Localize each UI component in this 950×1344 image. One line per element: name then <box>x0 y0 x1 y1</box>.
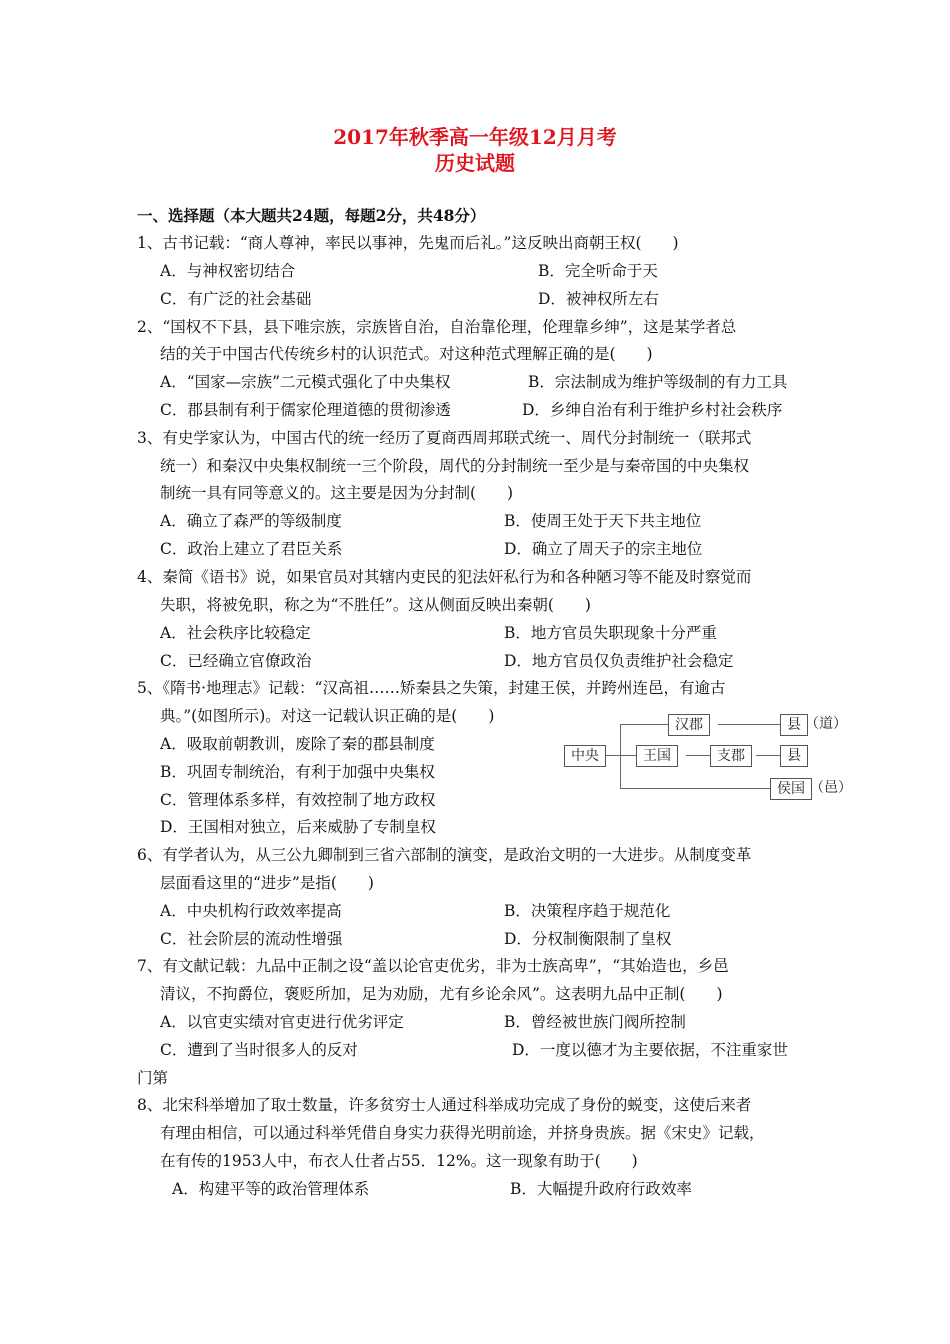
q3-option-a: A．确立了森严的等级制度 <box>160 512 342 530</box>
q8-option-b: B．大幅提升政府行政效率 <box>510 1180 692 1198</box>
q4-option-d: D．地方官员仅负责维护社会稳定 <box>504 652 734 670</box>
q8-option-a: A．构建平等的政治管理体系 <box>172 1180 370 1198</box>
diagram-node-han-jun: 汉郡 <box>668 714 710 736</box>
q5-option-c: C．管理体系多样，有效控制了地方政权 <box>160 791 436 809</box>
q8-stem-line2: 有理由相信，可以通过科举凭借自身实力获得光明前途，并挤身贵族。据《宋史》记载， <box>160 1124 765 1142</box>
q5-stem-line1: 5、《隋书·地理志》记载：“汉高祖……矫秦县之失策，封建王侯，并跨州连邑，有逾古 <box>137 679 726 697</box>
q4-stem-line2: 失职，将被免职，称之为“不胜任”。这从侧面反映出秦朝( ) <box>160 596 591 614</box>
q3-stem-line3: 制统一具有同等意义的。这主要是因为分封制( ) <box>160 484 514 502</box>
diagram-node-zhi-jun: 支郡 <box>710 745 752 767</box>
diagram-connector <box>718 724 780 725</box>
section-heading: 一、选择题（本大题共24题，每题2分，共48分） <box>137 206 486 225</box>
q3-stem-line1: 3、有史学家认为，中国古代的统一经历了夏商西周邦联式统一、周代分封制统一（联邦式 <box>137 429 752 447</box>
q1-stem: 1、古书记载：“商人尊神，率民以事神，先鬼而后礼。”这反映出商朝王权( ) <box>137 234 679 252</box>
q6-option-a: A．中央机构行政效率提高 <box>160 902 342 920</box>
q1-option-b: B．完全听命于天 <box>538 262 658 280</box>
diagram-note-dao: （道） <box>805 716 847 732</box>
q2-stem-line2: 结的关于中国古代传统乡村的认识范式。对这种范式理解正确的是( ) <box>160 345 653 363</box>
exam-title: 2017年秋季高一年级12月月考 <box>333 125 617 149</box>
q1-option-c: C．有广泛的社会基础 <box>160 290 312 308</box>
diagram-node-xian: 县 <box>780 745 808 767</box>
q1-option-a: A．与神权密切结合 <box>160 262 296 280</box>
q3-option-d: D．确立了周天子的宗主地位 <box>504 540 703 558</box>
q7-stem-line1: 7、有文献记载：九品中正制之设“盖以论官吏优劣，非为士族高卑”，“其始造也，乡邑 <box>137 957 729 975</box>
q4-stem-line1: 4、秦简《语书》说，如果官员对其辖内吏民的犯法奸私行为和各种陋习等不能及时察觉而 <box>137 568 752 586</box>
q1-option-d: D．被神权所左右 <box>538 290 659 308</box>
q6-option-c: C．社会阶层的流动性增强 <box>160 930 343 948</box>
q2-stem-line1: 2、“国权不下县，县下唯宗族，宗族皆自治，自治靠伦理，伦理靠乡绅”，这是某学者总 <box>137 318 737 336</box>
diagram-connector <box>620 724 668 725</box>
diagram-connector <box>606 755 620 756</box>
diagram-connector <box>620 788 770 789</box>
q7-option-d: D．一度以德才为主要依据，不注重家世 <box>512 1041 788 1059</box>
q3-stem-line2: 统一）和秦汉中央集权制统一三个阶段，周代的分封制统一至少是与秦帝国的中央集权 <box>160 457 750 475</box>
q5-option-d: D．王国相对独立，后来威胁了专制皇权 <box>160 818 436 836</box>
q6-stem-line2: 层面看这里的“进步”是指( ) <box>160 874 374 892</box>
q6-stem-line1: 6、有学者认为，从三公九卿制到三省六部制的演变，是政治文明的一大进步。从制度变革 <box>137 846 752 864</box>
q7-option-b: B．曾经被世族门阀所控制 <box>504 1013 686 1031</box>
q7-option-c: C．遭到了当时很多人的反对 <box>160 1041 358 1059</box>
q2-option-a: A．“国家—宗族”二元模式强化了中央集权 <box>160 373 451 391</box>
diagram-connector <box>756 755 780 756</box>
q7-stem-line2: 清议，不拘爵位，褒贬所加，足为劝励，尤有乡论余风”。这表明九品中正制( ) <box>160 985 723 1003</box>
q6-option-d: D．分权制衡限制了皇权 <box>504 930 672 948</box>
q3-option-b: B．使周王处于天下共主地位 <box>504 512 702 530</box>
diagram-node-center: 中央 <box>564 745 606 767</box>
diagram-node-hou-guo: 侯国 <box>770 778 812 800</box>
q7-option-a: A．以官吏实绩对官吏进行优劣评定 <box>160 1013 404 1031</box>
q3-option-c: C．政治上建立了君臣关系 <box>160 540 343 558</box>
diagram-connector <box>620 755 636 756</box>
q2-option-b: B．宗法制成为维护等级制的有力工具 <box>528 373 788 391</box>
exam-subtitle: 历史试题 <box>435 151 515 175</box>
q2-option-c: C．郡县制有利于儒家伦理道德的贯彻渗透 <box>160 401 451 419</box>
q6-option-b: B．决策程序趋于规范化 <box>504 902 671 920</box>
q4-option-b: B．地方官员失职现象十分严重 <box>504 624 717 642</box>
q5-option-a: A．吸取前朝教训，废除了秦的郡县制度 <box>160 735 435 753</box>
q5-stem-line2: 典。”(如图所示)。对这一记载认识正确的是( ) <box>160 707 495 725</box>
q4-option-a: A．社会秩序比较稳定 <box>160 624 311 642</box>
q8-stem-line1: 8、北宋科举增加了取士数量，许多贫穷士人通过科举成功完成了身份的蜕变，这使后来者 <box>137 1096 752 1114</box>
diagram-node-wang-guo: 王国 <box>636 745 678 767</box>
diagram-note-yi: （邑） <box>810 780 852 796</box>
diagram-connector <box>686 755 710 756</box>
diagram-connector <box>620 724 621 788</box>
q7-option-d-continued: 门第 <box>137 1069 169 1087</box>
q8-stem-line3: 在有传的1953人中，布衣人仕者占55．12%。这一现象有助于( ) <box>160 1152 638 1170</box>
q2-option-d: D．乡绅自治有利于维护乡村社会秩序 <box>522 401 783 419</box>
feudal-structure-diagram <box>560 708 850 804</box>
diagram-node-xian-dao: 县 <box>780 714 808 736</box>
q4-option-c: C．已经确立官僚政治 <box>160 652 312 670</box>
q5-option-b: B．巩固专制统治，有利于加强中央集权 <box>160 763 435 781</box>
